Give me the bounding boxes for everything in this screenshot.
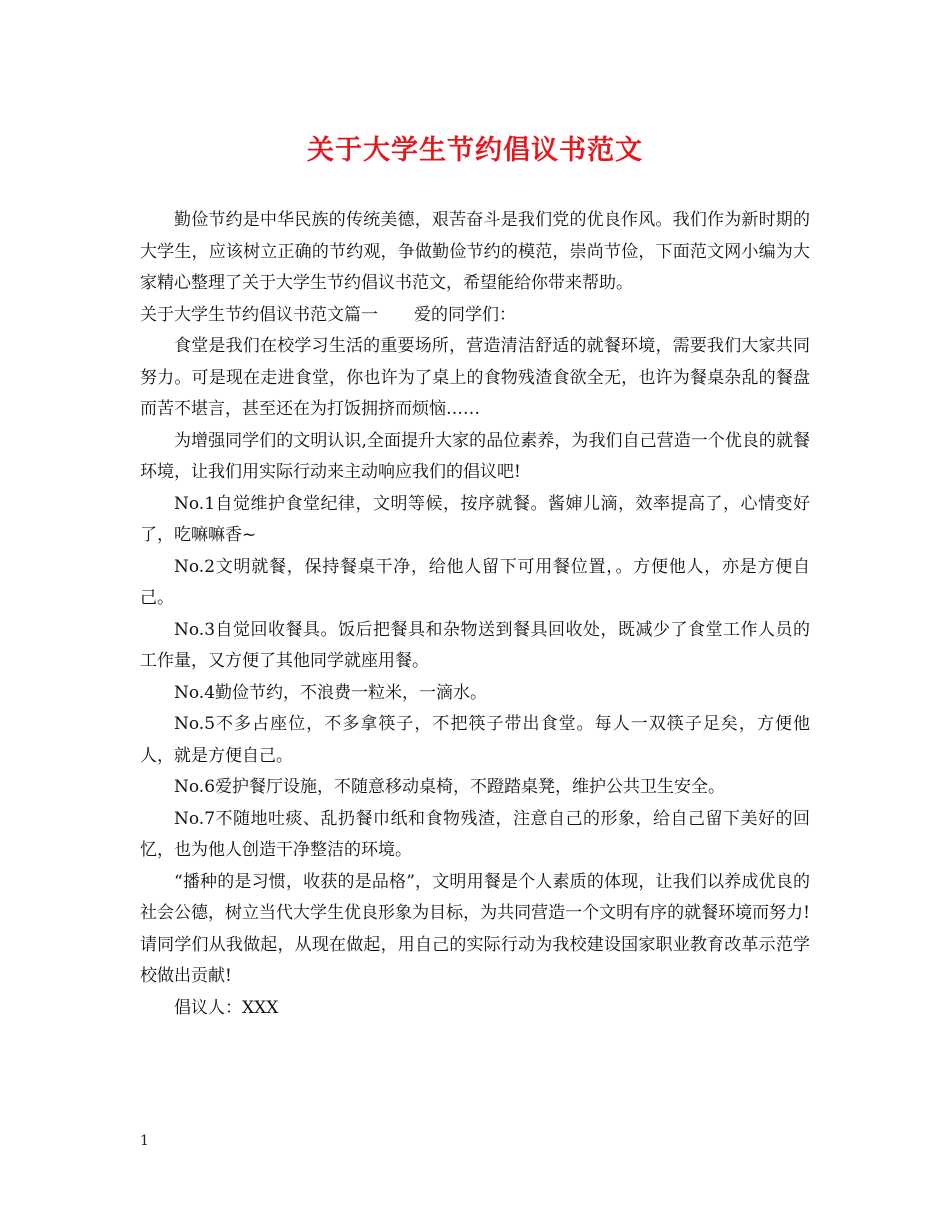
document-title: 关于大学生节约倡议书范文 bbox=[307, 135, 643, 166]
section-heading-line bbox=[140, 300, 810, 332]
proposal-item: No.1自觉维护食堂纪律，文明等候，按序就餐。酱婶儿滴，效率提高了，心情变好了，吃嘛嘛香~ bbox=[140, 493, 810, 545]
signature-line: 倡议人：XXX bbox=[174, 997, 279, 1018]
proposal-item: No.4勤俭节约，不浪费一粒米，一滴水。 bbox=[174, 682, 488, 703]
proposal-item: No.2文明就餐，保持餐桌干净，给他人留下可用餐位置，。方便他人，亦是方便自己。 bbox=[140, 556, 810, 608]
greeting: 爱的同学们： bbox=[414, 304, 516, 325]
intro-paragraph: 勤俭节约是中华民族的传统美德，艰苦奋斗是我们党的优良作风。我们作为新时期的大学生，应该树立正确的节约观，争做勤俭节约的模范，崇尚节俭，下面范文网小编为大家精心整理了关于大学生节约倡议书范文，希望能给你带来帮助。 bbox=[140, 210, 810, 293]
closing-paragraph: “播种的是习惯，收获的是品格”，文明用餐是个人素质的体现，让我们以养成优良的社会公德，树立当代大学生优良形象为目标，为共同营造一个文明有序的就餐环境而努力!请同学们从我做起，从现在做起，用自己的实际行动为我校建设国家职业教育改革示范学校做出贡献! bbox=[140, 871, 810, 986]
proposal-item: No.7不随地吐痰、乱扔餐巾纸和食物残渣，注意自己的形象，给自己留下美好的回忆，也为他人创造干净整洁的环境。 bbox=[140, 808, 810, 860]
body-paragraph: 食堂是我们在校学习生活的重要场所，营造清洁舒适的就餐环境，需要我们大家共同努力。可是现在走进食堂，你也许为了桌上的食物残渣食欲全无，也许为餐桌杂乱的餐盘而苦不堪言，甚至还在为打饭拥挤而烦恼…… bbox=[140, 336, 810, 419]
proposal-item: No.3自觉回收餐具。饭后把餐具和杂物送到餐具回收处，既减少了食堂工作人员的工作量，又方便了其他同学就座用餐。 bbox=[140, 619, 810, 671]
proposal-item: No.6爱护餐厅设施，不随意移动桌椅，不蹬踏桌凳，维护公共卫生安全。 bbox=[174, 777, 726, 797]
document-body bbox=[140, 205, 810, 1024]
page-number: 1 bbox=[140, 1133, 149, 1149]
section-heading: 关于大学生节约倡议书范文篇一 bbox=[140, 304, 378, 325]
proposal-item: No.5不多占座位，不多拿筷子，不把筷子带出食堂。每人一双筷子足矣，方便他人，就是方便自己。 bbox=[140, 714, 810, 766]
body-paragraph: 为增强同学们的文明认识,全面提升大家的品位素养，为我们自己营造一个优良的就餐环境，让我们用实际行动来主动响应我们的倡议吧! bbox=[140, 430, 810, 482]
